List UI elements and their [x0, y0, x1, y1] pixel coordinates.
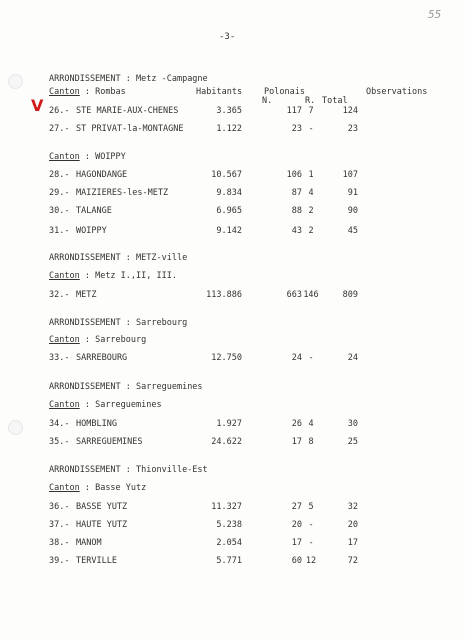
total-value: 72	[347, 556, 358, 566]
habitants-value: 9.834	[216, 188, 242, 198]
commune-name: HAGONDANGE	[76, 170, 128, 180]
total-value: 45	[347, 226, 358, 236]
polonais-n-value: 663	[286, 290, 302, 300]
table-row	[0, 520, 465, 532]
page-number: -3-	[219, 32, 236, 42]
row-number: 31.-	[49, 226, 70, 236]
polonais-r-value: 7	[308, 106, 314, 116]
arrondissement-label: ARRONDISSEMENT	[49, 382, 121, 392]
canton-label: Canton	[49, 152, 80, 162]
commune-name: HOMBLING	[76, 419, 117, 429]
commune-name: ST PRIVAT-la-MONTAGNE	[76, 124, 184, 134]
commune-name: SARREGUEMINES	[76, 437, 143, 447]
check-mark-icon: V	[31, 96, 44, 115]
canton-label: Canton	[49, 483, 80, 493]
canton-name: : Sarreguemines	[84, 400, 162, 410]
habitants-value: 5.238	[216, 520, 242, 530]
total-value: 809	[342, 290, 358, 300]
canton-name: : Metz I.,II, III.	[84, 271, 177, 281]
col-r: R.	[305, 96, 316, 106]
canton-heading	[49, 400, 162, 410]
polonais-n-value: 43	[291, 226, 302, 236]
canton-heading	[49, 335, 146, 345]
canton-label: Canton	[49, 335, 80, 345]
arrondissement-name: : Sarrebourg	[125, 318, 188, 328]
row-number: 33.-	[49, 353, 70, 363]
arrondissement-heading	[49, 318, 187, 328]
polonais-n-value: 88	[291, 206, 302, 216]
row-number: 36.-	[49, 502, 70, 512]
row-number: 28.-	[49, 170, 70, 180]
polonais-n-value: 87	[291, 188, 302, 198]
total-value: 24	[347, 353, 358, 363]
total-value: 30	[347, 419, 358, 429]
row-number: 29.-	[49, 188, 70, 198]
table-row	[0, 170, 465, 182]
polonais-n-value: 117	[286, 106, 302, 116]
polonais-n-value: 27	[291, 502, 302, 512]
polonais-r-value: -	[308, 124, 314, 134]
habitants-value: 10.567	[211, 170, 242, 180]
polonais-r-value: 1	[308, 170, 314, 180]
col-habitants: Habitants	[196, 87, 243, 97]
canton-name: : WOIPPY	[84, 152, 126, 162]
habitants-value: 9.142	[216, 226, 242, 236]
arrondissement-name: : Sarreguemines	[125, 382, 203, 392]
col-n: N.	[262, 96, 273, 106]
commune-name: MAIZIERES-les-METZ	[76, 188, 169, 198]
habitants-value: 1.122	[216, 124, 242, 134]
table-row	[0, 206, 465, 218]
polonais-r-value: 12	[305, 556, 317, 566]
arrondissement-name: : METZ-ville	[125, 253, 188, 263]
row-number: 34.-	[49, 419, 70, 429]
corner-page-mark: 55	[428, 8, 442, 21]
table-row	[0, 502, 465, 514]
arrondissement-heading	[49, 382, 203, 392]
row-number: 27.-	[49, 124, 70, 134]
habitants-value: 6.965	[216, 206, 242, 216]
canton-heading	[49, 271, 177, 281]
total-value: 124	[342, 106, 358, 116]
commune-name: METZ	[76, 290, 97, 300]
row-number: 26.-	[49, 106, 70, 116]
row-number: 37.-	[49, 520, 70, 530]
table-row	[0, 353, 465, 365]
row-number: 32.-	[49, 290, 70, 300]
total-value: 90	[347, 206, 358, 216]
canton-label: Canton	[49, 87, 80, 97]
commune-name: TALANGE	[76, 206, 112, 216]
polonais-r-value: 4	[308, 188, 314, 198]
arrondissement-heading	[49, 74, 208, 84]
polonais-n-value: 17	[291, 437, 302, 447]
table-row	[0, 290, 465, 302]
habitants-value: 11.327	[211, 502, 242, 512]
arrondissement-label: ARRONDISSEMENT	[49, 253, 121, 263]
col-total: Total	[322, 96, 348, 106]
arrondissement-label: ARRONDISSEMENT	[49, 74, 121, 84]
table-row	[0, 188, 465, 200]
table-row	[0, 419, 465, 431]
habitants-value: 2.054	[216, 538, 242, 548]
canton-heading	[49, 483, 146, 493]
table-row	[0, 437, 465, 449]
habitants-value: 12.750	[211, 353, 242, 363]
row-number: 39.-	[49, 556, 70, 566]
habitants-value: 113.886	[206, 290, 242, 300]
table-row	[0, 106, 465, 118]
polonais-r-value: 4	[308, 419, 314, 429]
canton-name: : Sarrebourg	[84, 335, 147, 345]
total-value: 91	[347, 188, 358, 198]
polonais-n-value: 17	[291, 538, 302, 548]
habitants-value: 5.771	[216, 556, 242, 566]
habitants-value: 24.622	[211, 437, 242, 447]
total-value: 23	[347, 124, 358, 134]
commune-name: TERVILLE	[76, 556, 117, 566]
polonais-n-value: 26	[291, 419, 302, 429]
arrondissement-heading	[49, 465, 208, 475]
habitants-value: 1.927	[216, 419, 242, 429]
total-value: 20	[347, 520, 358, 530]
arrondissement-heading	[49, 253, 187, 263]
canton-label: Canton	[49, 400, 80, 410]
canton-heading	[49, 152, 126, 162]
arrondissement-label: ARRONDISSEMENT	[49, 318, 121, 328]
table-row	[0, 226, 465, 238]
arrondissement-name: : Metz -Campagne	[125, 74, 208, 84]
polonais-n-value: 106	[286, 170, 302, 180]
total-value: 17	[347, 538, 358, 548]
polonais-n-value: 23	[291, 124, 302, 134]
polonais-r-value: -	[308, 353, 314, 363]
commune-name: STE MARIE-AUX-CHENES	[76, 106, 179, 116]
commune-name: BASSE YUTZ	[76, 502, 128, 512]
polonais-r-value: 2	[308, 226, 314, 236]
total-value: 25	[347, 437, 358, 447]
canton-label: Canton	[49, 271, 80, 281]
canton-name: : Rombas	[84, 87, 126, 97]
table-row	[0, 556, 465, 568]
polonais-r-value: 5	[308, 502, 314, 512]
col-observations: Observations	[366, 87, 428, 97]
canton-name: : Basse Yutz	[84, 483, 147, 493]
row-number: 35.-	[49, 437, 70, 447]
commune-name: MANOM	[76, 538, 102, 548]
polonais-n-value: 20	[291, 520, 302, 530]
total-value: 32	[347, 502, 358, 512]
punch-hole	[8, 74, 23, 89]
commune-name: WOIPPY	[76, 226, 107, 236]
polonais-r-value: 146	[303, 290, 319, 300]
polonais-n-value: 60	[291, 556, 302, 566]
row-number: 38.-	[49, 538, 70, 548]
table-row	[0, 538, 465, 550]
commune-name: HAUTE YUTZ	[76, 520, 128, 530]
canton-heading	[49, 87, 126, 97]
polonais-r-value: 8	[308, 437, 314, 447]
habitants-value: 3.365	[216, 106, 242, 116]
polonais-r-value: -	[308, 520, 314, 530]
polonais-r-value: 2	[308, 206, 314, 216]
polonais-r-value: -	[308, 538, 314, 548]
arrondissement-name: : Thionville-Est	[125, 465, 208, 475]
total-value: 107	[342, 170, 358, 180]
row-number: 30.-	[49, 206, 70, 216]
commune-name: SARREBOURG	[76, 353, 128, 363]
table-row	[0, 124, 465, 136]
polonais-n-value: 24	[291, 353, 302, 363]
arrondissement-label: ARRONDISSEMENT	[49, 465, 121, 475]
col-polonais: Polonais	[264, 87, 305, 97]
